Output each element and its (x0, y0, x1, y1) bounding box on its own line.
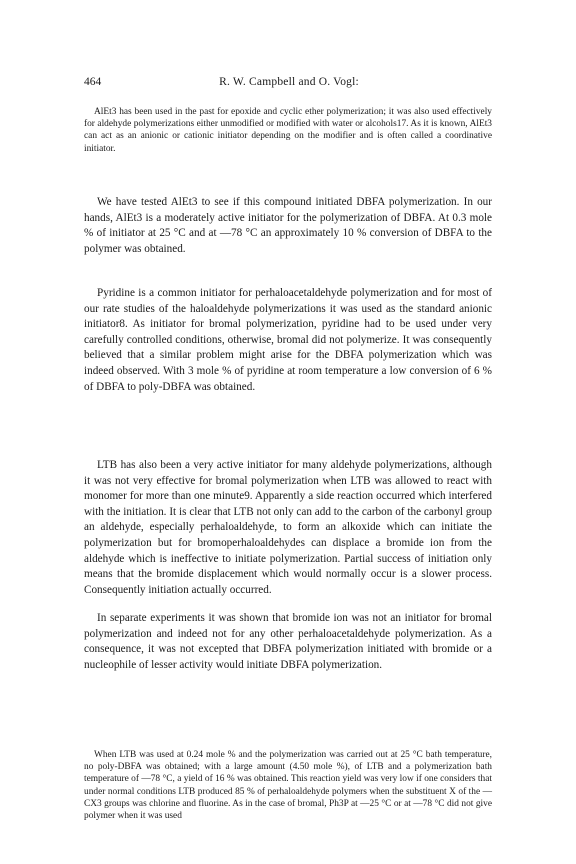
page-number: 464 (84, 76, 102, 88)
running-head: R. W. Campbell and O. Vogl: (219, 76, 359, 88)
paragraph-alet3-test: We have tested AlEt3 to see if this compound initiated DBFA polymerization. In our hands, AlEt3 is a moderately active initiator for the polymerization of DBFA. At 0.3 mole % of initiator at 25 °C and at —78 °C an approximately 10 % conversion of DBFA to the polymer was obtained. (84, 196, 492, 255)
paragraph-pyridine: Pyridine is a common initiator for perhaloacetaldehyde polymerization and for most of our rate studies of the haloaldehyde polymerizations it was used as the standard anionic initiator8. As initiator for bromal polymerization, pyridine had to be used under very carefully controlled conditions, otherwise, bromal did not polymerize. It was consequently believed that a similar problem might arise for the DBFA polymerization which was indeed observed. With 3 mole % of pyridine at room temperature a low conversion of 6 % of DBFA to poly-DBFA was obtained. (84, 287, 492, 393)
paragraph-ltb-results: When LTB was used at 0.24 mole % and the polymerization was carried out at 25 °C bath temperature, no poly-DBFA was obtained; with a large amount (4.50 mole %), of LTB and a polymerization bath temperature of —78 °C, a yield of 16 % was obtained. This reaction yield was very low if one considers that under normal conditions LTB produced 85 % of perhaloaldehyde polymers when the substituent X of the —CX3 groups was chlorine and fluorine. As in the case of bromal, Ph3P at —25 °C or at —78 °C did not give polymer when it was used (84, 750, 492, 822)
paragraph-alet3-background: AlEt3 has been used in the past for epoxide and cyclic ether polymerization; it was also used effectively for aldehyde polymerizations either unmodified or modified with water or alcohols17. As it is known, AlEt3 can act as an anionic or cationic initiator depending on the modifier and is often called a coordinative initiator. (84, 107, 492, 154)
paragraph-ltb: LTB has also been a very active initiator for many aldehyde polymerizations, although it was not very effective for bromal polymerization when LTB was allowed to react with monomer for more than one minute9. Apparently a side reaction occurred which interfered with the initiation. It is clear that LTB not only can add to the carbon of the carbonyl group an aldehyde, especially perhaloaldehyde, to form an alkoxide which can initiate the polymerization but for bromoperhaloaldehydes can displace a bromide ion from the aldehyde which is ineffective to initiate polymerization. Partial success of initiation only means that the bromide displacement which would normally occur is a slower process. Consequently initiation actually occurred. (84, 459, 492, 596)
page-header (84, 76, 494, 92)
paragraph-bromide-ion: In separate experiments it was shown that bromide ion was not an initiator for bromal polymerization and indeed not for any other perhaloacetaldehyde polymerization. As a consequence, it was not excepted that DBFA polymerization initiated with bromide or a nucleophile of lesser activity would initiate DBFA polymerization. (84, 612, 492, 671)
